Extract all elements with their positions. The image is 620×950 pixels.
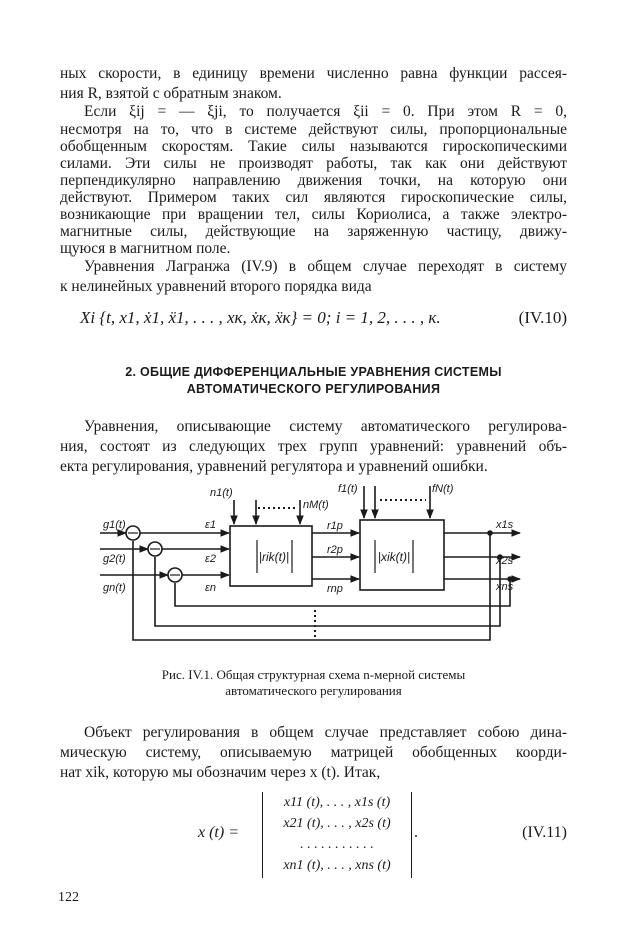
text-line: перпендикулярно направлению движения точки, на которую они xyxy=(60,172,567,189)
text-line: возникающие при вращении тел, силы Кориолиса, а также электро- xyxy=(60,206,567,223)
text-line: Уравнения, описывающие систему автоматического регулирова- xyxy=(84,418,567,435)
equation-label: (IV.11) xyxy=(522,824,567,841)
text-line: ных скорости, в единицу времени численно равна функции рассея- xyxy=(60,65,567,82)
block-diagram xyxy=(0,478,620,658)
paragraph-4 xyxy=(60,417,567,477)
text-line: к нелинейных уравнений второго порядка вида xyxy=(60,278,372,295)
section-heading-line: АВТОМАТИЧЕСКОГО РЕГУЛИРОВАНИЯ xyxy=(186,382,441,396)
text-line: щуюся в магнитном поле. xyxy=(60,240,231,257)
text-line: ния, состоят из следующих трех групп уравнений: уравнений объ- xyxy=(60,438,567,455)
text-line: мическую систему, описываемую матрицей обобщенных коорди- xyxy=(60,744,567,761)
error-label: ε1 xyxy=(205,519,216,531)
text-line: силами. Эти силы не производят работы, так как они действуют xyxy=(60,155,567,172)
output-label: x2s xyxy=(496,555,514,567)
text-line: нат xik, которую мы обозначим через x (t). Итак, xyxy=(60,764,381,781)
matrix-lhs: x (t) = xyxy=(198,824,239,841)
matrix-row: xn1 (t), . . . , xns (t) xyxy=(283,858,391,873)
error-label: εn xyxy=(205,582,216,594)
text-line: Если ξij = — ξji, то получается ξii = 0. При этом R = 0, xyxy=(84,103,567,120)
text-line: действуют. Примером таких сил являются гироскопические силы, xyxy=(60,189,567,206)
input-label: gn(t) xyxy=(103,582,126,594)
disturbance-label: n1(t) xyxy=(210,487,233,499)
output-label: x1s xyxy=(496,519,514,531)
paragraph-1 xyxy=(60,64,567,104)
equation-iv11: x (t) = x11 (t), . . . , x1s (t) x21 (t), . . . , x2s (t) . . . . . . . . . . . xn1 (t), . . . , xns (t) . (IV.11) xyxy=(170,788,570,878)
matrix-row: . . . . . . . . . . . xyxy=(300,837,374,852)
text-line: обобщенным скоростям. Такие силы называются гироскопическими xyxy=(60,138,567,155)
figure-caption xyxy=(60,667,567,699)
regulator-block-label: |rik(t)| xyxy=(258,550,290,564)
section-heading xyxy=(60,364,567,398)
paragraph-2 xyxy=(60,102,567,259)
matrix-row: x11 (t), . . . , x1s (t) xyxy=(283,795,391,810)
text-line: Объект регулирования в общем случае представляет собою дина- xyxy=(84,724,567,741)
text-line: Уравнения Лагранжа (IV.9) в общем случае переходят в систему xyxy=(84,258,567,275)
text-line: несмотря на то, что в системе действуют силы, пропорциональные xyxy=(60,121,567,138)
matrix-determinant xyxy=(262,792,412,878)
figure-caption-line: Рис. IV.1. Общая структурная схема n-мерной системы xyxy=(161,667,466,682)
object-block-label: |xik(t)| xyxy=(377,550,411,564)
regulator-output-label: r1p xyxy=(327,520,343,532)
text-line: екта регулирования, уравнений регулятора и уравнений ошибки. xyxy=(60,458,488,475)
matrix-row: x21 (t), . . . , x2s (t) xyxy=(283,816,391,831)
input-label: g2(t) xyxy=(103,553,126,565)
output-label: xns xyxy=(496,581,514,593)
disturbance-label: fN(t) xyxy=(432,483,454,495)
disturbance-label: f1(t) xyxy=(338,483,358,495)
equation-label: (IV.10) xyxy=(518,308,567,327)
paragraph-3 xyxy=(60,257,567,297)
equation-body: Xi {t, x1, ẋ1, ẍ1, . . . , xк, ẋк, ẍк} = 0; i = 1, 2, . . . , к. xyxy=(80,308,441,327)
regulator-output-label: rnp xyxy=(327,583,343,595)
text-line: ния R, взятой с обратным знаком. xyxy=(60,85,282,102)
regulator-output-label: r2p xyxy=(327,544,343,556)
page-number: 122 xyxy=(58,890,79,905)
disturbance-label: nM(t) xyxy=(303,499,329,511)
paragraph-5 xyxy=(60,723,567,783)
input-label: g1(t) xyxy=(103,519,126,531)
section-heading-line: 2. ОБЩИЕ ДИФФЕРЕНЦИАЛЬНЫЕ УРАВНЕНИЯ СИСТЕМЫ xyxy=(125,365,502,379)
text-line: магнитные силы, действующие на заряженную частицу, движу- xyxy=(60,223,567,240)
error-label: ε2 xyxy=(205,553,216,565)
figure-caption-line: автоматического регулирования xyxy=(225,683,402,698)
